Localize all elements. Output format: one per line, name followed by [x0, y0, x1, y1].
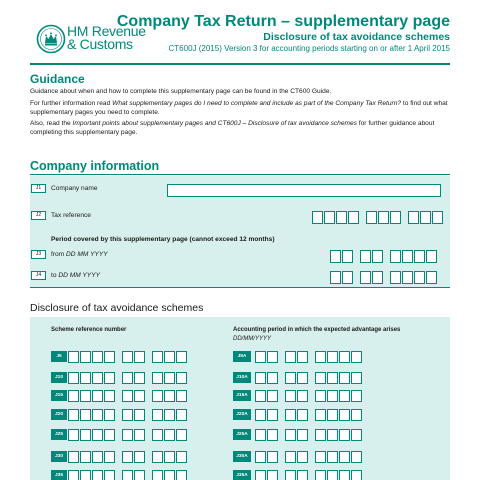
scheme-reference-digit-cell[interactable] [164, 351, 175, 363]
scheme-reference-digit-cell[interactable] [164, 429, 175, 441]
accounting-period-digit-cell[interactable] [267, 390, 278, 402]
scheme-reference-column-label: Scheme reference number [51, 327, 127, 333]
period-code-tag: J20A [233, 409, 251, 420]
period-from-format: DD MM YYYY [66, 251, 108, 258]
accounting-period-digit-cell[interactable] [315, 429, 326, 441]
guidance-link-important-points: Important points about supplementary pages and CT600J – Disclosure of tax avoidance schemes [72, 120, 357, 128]
accounting-period-digit-cell[interactable] [255, 451, 266, 463]
period-code-tag: J25A [233, 429, 251, 440]
disclosure-panel [30, 317, 450, 480]
tax-reference-digit-cell[interactable] [336, 211, 347, 224]
scheme-code-tag: J20 [51, 409, 67, 420]
period-to-label [51, 271, 100, 280]
accounting-period-digit-cell[interactable] [255, 372, 266, 384]
brand-line-2: & Customs [67, 36, 133, 52]
period-from-word: from [51, 251, 67, 258]
guidance-paragraph-2-end: to find out what supplementary pages you need to complete. [30, 99, 448, 116]
scheme-reference-digit-cell[interactable] [122, 451, 133, 463]
period-from-digit-cell[interactable] [372, 250, 383, 263]
guidance-heading: Guidance [30, 72, 85, 86]
accounting-period-digit-cell[interactable] [297, 429, 308, 441]
accounting-period-digit-cell[interactable] [255, 429, 266, 441]
scheme-reference-digit-cell[interactable] [104, 451, 115, 463]
scheme-reference-digit-cell[interactable] [68, 351, 79, 363]
accounting-period-digit-cell[interactable] [315, 351, 326, 363]
scheme-reference-digit-cell[interactable] [134, 390, 145, 402]
tax-reference-digit-cell[interactable] [324, 211, 335, 224]
period-covered-label: Period covered by this supplementary page (cannot exceed 12 months) [51, 236, 275, 243]
scheme-reference-digit-cell[interactable] [134, 429, 145, 441]
page-header [0, 0, 480, 62]
tax-reference-digit-cell[interactable] [366, 211, 377, 224]
accounting-period-digit-cell[interactable] [267, 451, 278, 463]
accounting-period-format-hint: DD/MM/YYYY [233, 336, 272, 342]
scheme-reference-digit-cell[interactable] [164, 451, 175, 463]
guidance-link-supplementary-pages: What supplementary pages do I need to complete and include as part of the Company Tax Return? [112, 99, 402, 107]
scheme-reference-digit-cell[interactable] [134, 372, 145, 384]
scheme-reference-digit-cell[interactable] [68, 390, 79, 402]
period-to-digit-cell[interactable] [390, 271, 401, 284]
period-to-digit-cell[interactable] [426, 271, 437, 284]
scheme-reference-digit-cell[interactable] [92, 351, 103, 363]
scheme-reference-digit-cell[interactable] [152, 351, 163, 363]
accounting-period-digit-cell[interactable] [327, 409, 338, 421]
accounting-period-digit-cell[interactable] [351, 470, 362, 480]
disclosure-heading: Disclosure of tax avoidance schemes [30, 302, 204, 314]
scheme-reference-digit-cell[interactable] [134, 451, 145, 463]
tax-reference-digit-cell[interactable] [408, 211, 419, 224]
page-subtitle: Disclosure of tax avoidance schemes [263, 31, 450, 43]
accounting-period-digit-cell[interactable] [267, 409, 278, 421]
scheme-reference-digit-cell[interactable] [164, 409, 175, 421]
accounting-period-digit-cell[interactable] [339, 351, 350, 363]
scheme-code-tag: J10 [51, 372, 67, 383]
scheme-reference-digit-cell[interactable] [68, 429, 79, 441]
scheme-code-tag: J5 [51, 351, 67, 362]
scheme-reference-digit-cell[interactable] [104, 390, 115, 402]
accounting-period-digit-cell[interactable] [351, 409, 362, 421]
scheme-reference-digit-cell[interactable] [152, 372, 163, 384]
period-to-word: to [51, 272, 59, 279]
scheme-reference-digit-cell[interactable] [176, 409, 187, 421]
period-from-digit-cell[interactable] [342, 250, 353, 263]
period-from-digit-cell[interactable] [402, 250, 413, 263]
scheme-reference-digit-cell[interactable] [122, 372, 133, 384]
scheme-reference-digit-cell[interactable] [152, 470, 163, 480]
accounting-period-digit-cell[interactable] [297, 390, 308, 402]
scheme-code-tag: J15 [51, 390, 67, 401]
accounting-period-digit-cell[interactable] [267, 372, 278, 384]
scheme-reference-digit-cell[interactable] [152, 409, 163, 421]
scheme-reference-digit-cell[interactable] [92, 451, 103, 463]
accounting-period-digit-cell[interactable] [297, 451, 308, 463]
scheme-reference-digit-cell[interactable] [122, 470, 133, 480]
accounting-period-digit-cell[interactable] [339, 409, 350, 421]
accounting-period-digit-cell[interactable] [267, 351, 278, 363]
accounting-period-digit-cell[interactable] [327, 390, 338, 402]
box-code-j1: J1 [31, 184, 46, 193]
page-title: Company Tax Return – supplementary page [116, 13, 450, 30]
form-version: CT600J (2015) Version 3 for accounting periods starting on or after 1 April 2015 [168, 44, 450, 53]
accounting-period-digit-cell[interactable] [327, 372, 338, 384]
box-code-j2: J2 [31, 211, 46, 220]
scheme-reference-digit-cell[interactable] [152, 390, 163, 402]
title-block [117, 13, 450, 55]
period-code-tag: J10A [233, 372, 251, 383]
accounting-period-digit-cell[interactable] [285, 409, 296, 421]
scheme-reference-digit-cell[interactable] [80, 470, 91, 480]
scheme-reference-digit-cell[interactable] [134, 470, 145, 480]
scheme-reference-digit-cell[interactable] [122, 429, 133, 441]
scheme-reference-digit-cell[interactable] [80, 429, 91, 441]
scheme-reference-digit-cell[interactable] [122, 351, 133, 363]
accounting-period-digit-cell[interactable] [351, 429, 362, 441]
accounting-period-digit-cell[interactable] [339, 372, 350, 384]
accounting-period-digit-cell[interactable] [285, 351, 296, 363]
guidance-paragraph-3-end: for further guidance about completing this supplementary page. [30, 120, 435, 137]
tax-reference-digit-cell[interactable] [378, 211, 389, 224]
company-info-heading-wrap [30, 159, 450, 174]
accounting-period-digit-cell[interactable] [351, 390, 362, 402]
header-divider [30, 63, 450, 65]
company-name-label: Company name [51, 185, 98, 192]
scheme-reference-digit-cell[interactable] [68, 451, 79, 463]
scheme-reference-digit-cell[interactable] [104, 372, 115, 384]
accounting-period-digit-cell[interactable] [315, 372, 326, 384]
scheme-reference-digit-cell[interactable] [134, 351, 145, 363]
scheme-code-tag: J25 [51, 429, 67, 440]
scheme-reference-digit-cell[interactable] [92, 390, 103, 402]
guidance-paragraph-2-start: For further information read [30, 99, 113, 107]
accounting-period-digit-cell[interactable] [339, 390, 350, 402]
scheme-reference-digit-cell[interactable] [176, 372, 187, 384]
accounting-period-digit-cell[interactable] [351, 372, 362, 384]
scheme-reference-digit-cell[interactable] [152, 451, 163, 463]
accounting-period-digit-cell[interactable] [327, 429, 338, 441]
scheme-reference-digit-cell[interactable] [104, 429, 115, 441]
accounting-period-digit-cell[interactable] [285, 390, 296, 402]
brand-line-1: HM Revenue [67, 23, 146, 39]
scheme-reference-digit-cell[interactable] [134, 409, 145, 421]
accounting-period-digit-cell[interactable] [267, 429, 278, 441]
accounting-period-digit-cell[interactable] [339, 451, 350, 463]
accounting-period-digit-cell[interactable] [255, 351, 266, 363]
scheme-reference-digit-cell[interactable] [68, 372, 79, 384]
royal-crest-icon [36, 24, 66, 54]
guidance-paragraph-3 [30, 120, 450, 138]
period-to-digit-cell[interactable] [402, 271, 413, 284]
accounting-period-digit-cell[interactable] [255, 470, 266, 480]
tax-reference-label: Tax reference [51, 212, 91, 219]
box-code-j3: J3 [31, 250, 46, 259]
period-code-tag: J35A [233, 470, 251, 480]
scheme-reference-digit-cell[interactable] [122, 390, 133, 402]
scheme-reference-digit-cell[interactable] [104, 409, 115, 421]
scheme-reference-digit-cell[interactable] [176, 429, 187, 441]
accounting-period-digit-cell[interactable] [297, 351, 308, 363]
company-info-divider [30, 174, 450, 175]
period-from-digit-cell[interactable] [360, 250, 371, 263]
period-code-tag: J30A [233, 451, 251, 462]
scheme-reference-digit-cell[interactable] [68, 470, 79, 480]
accounting-period-digit-cell[interactable] [285, 470, 296, 480]
scheme-reference-digit-cell[interactable] [176, 351, 187, 363]
scheme-reference-digit-cell[interactable] [104, 351, 115, 363]
company-info-panel [30, 176, 450, 288]
scheme-reference-digit-cell[interactable] [164, 372, 175, 384]
box-code-j4: J4 [31, 271, 46, 280]
period-from-label [51, 250, 108, 259]
scheme-reference-digit-cell[interactable] [92, 470, 103, 480]
accounting-period-digit-cell[interactable] [315, 409, 326, 421]
accounting-period-digit-cell[interactable] [339, 429, 350, 441]
scheme-reference-digit-cell[interactable] [92, 372, 103, 384]
period-code-tag: J5A [233, 351, 251, 362]
accounting-period-digit-cell[interactable] [351, 351, 362, 363]
accounting-period-digit-cell[interactable] [315, 390, 326, 402]
period-code-tag: J15A [233, 390, 251, 401]
scheme-reference-digit-cell[interactable] [176, 390, 187, 402]
scheme-reference-digit-cell[interactable] [164, 390, 175, 402]
tax-reference-digit-cell[interactable] [432, 211, 443, 224]
guidance-section [30, 72, 450, 138]
tax-reference-digit-cell[interactable] [390, 211, 401, 224]
accounting-period-digit-cell[interactable] [351, 451, 362, 463]
scheme-reference-digit-cell[interactable] [176, 451, 187, 463]
accounting-period-digit-cell[interactable] [339, 470, 350, 480]
scheme-reference-digit-cell[interactable] [68, 409, 79, 421]
scheme-reference-digit-cell[interactable] [80, 409, 91, 421]
accounting-period-digit-cell[interactable] [255, 409, 266, 421]
company-name-input[interactable] [167, 184, 441, 197]
tax-reference-digit-cell[interactable] [420, 211, 431, 224]
scheme-reference-digit-cell[interactable] [80, 451, 91, 463]
accounting-period-digit-cell[interactable] [327, 470, 338, 480]
scheme-code-tag: J30 [51, 451, 67, 462]
tax-reference-digit-cell[interactable] [348, 211, 359, 224]
scheme-reference-digit-cell[interactable] [92, 409, 103, 421]
accounting-period-digit-cell[interactable] [315, 451, 326, 463]
accounting-period-digit-cell[interactable] [327, 451, 338, 463]
accounting-period-digit-cell[interactable] [297, 409, 308, 421]
accounting-period-digit-cell[interactable] [285, 372, 296, 384]
period-to-digit-cell[interactable] [414, 271, 425, 284]
period-to-digit-cell[interactable] [360, 271, 371, 284]
scheme-reference-digit-cell[interactable] [80, 390, 91, 402]
scheme-reference-digit-cell[interactable] [104, 470, 115, 480]
accounting-period-digit-cell[interactable] [267, 470, 278, 480]
accounting-period-digit-cell[interactable] [255, 390, 266, 402]
accounting-period-digit-cell[interactable] [297, 470, 308, 480]
period-from-digit-cell[interactable] [414, 250, 425, 263]
accounting-period-digit-cell[interactable] [285, 429, 296, 441]
scheme-reference-digit-cell[interactable] [152, 429, 163, 441]
accounting-period-digit-cell[interactable] [297, 372, 308, 384]
scheme-reference-digit-cell[interactable] [164, 470, 175, 480]
company-info-heading: Company information [30, 159, 160, 173]
guidance-paragraph-1: Guidance about when and how to complete this supplementary page can be found in the CT600 Guide. [30, 88, 332, 95]
accounting-period-digit-cell[interactable] [315, 470, 326, 480]
accounting-period-column-label: Accounting period in which the expected advantage arises [233, 327, 401, 333]
accounting-period-digit-cell[interactable] [285, 451, 296, 463]
guidance-paragraph-2 [30, 100, 450, 118]
scheme-reference-digit-cell[interactable] [122, 409, 133, 421]
period-from-digit-cell[interactable] [330, 250, 341, 263]
period-from-digit-cell[interactable] [426, 250, 437, 263]
scheme-reference-digit-cell[interactable] [176, 470, 187, 480]
tax-reference-digit-cell[interactable] [312, 211, 323, 224]
accounting-period-digit-cell[interactable] [327, 351, 338, 363]
scheme-reference-digit-cell[interactable] [80, 372, 91, 384]
period-to-digit-cell[interactable] [342, 271, 353, 284]
guidance-paragraph-3-start: Also, read the [30, 120, 73, 128]
scheme-code-tag: J35 [51, 470, 67, 480]
scheme-reference-digit-cell[interactable] [80, 351, 91, 363]
scheme-reference-digit-cell[interactable] [92, 429, 103, 441]
period-to-format: DD MM YYYY [58, 272, 100, 279]
period-to-digit-cell[interactable] [330, 271, 341, 284]
period-to-digit-cell[interactable] [372, 271, 383, 284]
period-from-digit-cell[interactable] [390, 250, 401, 263]
